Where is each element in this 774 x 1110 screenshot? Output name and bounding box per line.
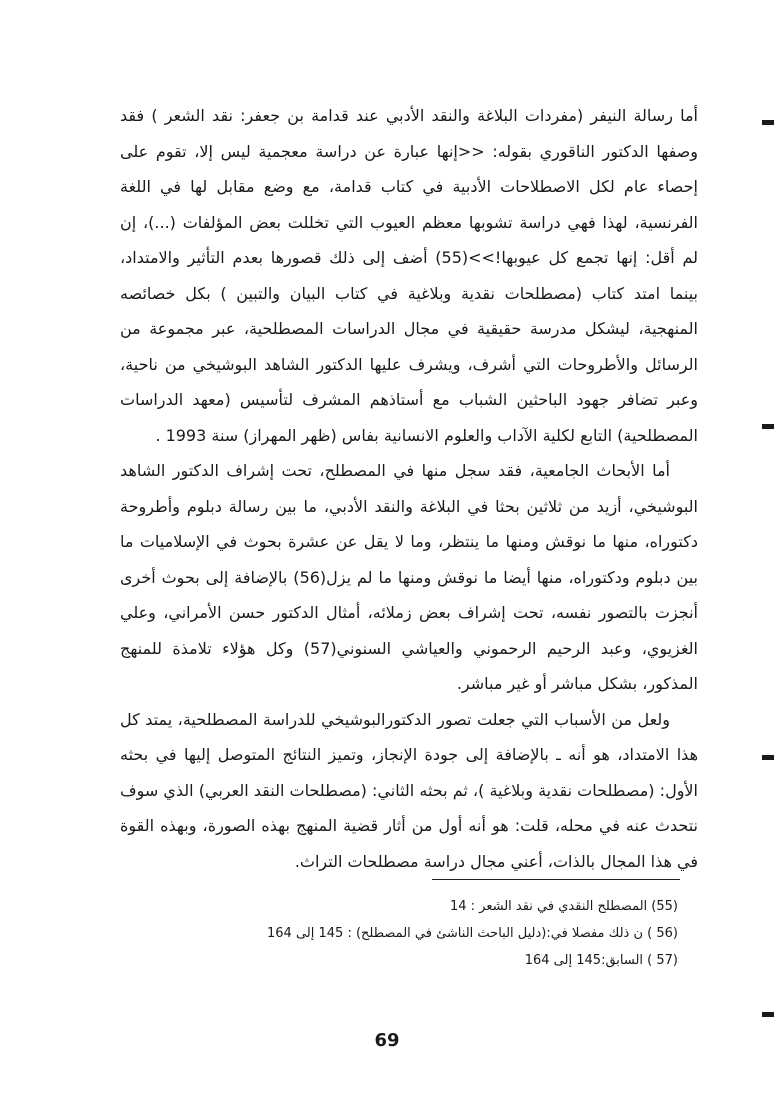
paragraph-2: أما الأبحاث الجامعية، فقد سجل منها في المصطلح، تحت إشراف الدكتور الشاهد البوشيخي، أزيد من ثلاثين بحثا في البلاغة والنقد الأدبي، ما بين رسالة دبلوم وأطروحة دكتوراه، منها ما نوقش ومنها ما ينتظر، وما لا يقل عن عشرة بحوث في الإسلاميات ما بين دبلوم ودكتوراه، منها أيضا ما نوقش ومنها ما لم يزل(56) بالإضافة إلى بحوث أخرى أنجزت بالتصور نفسه، تحت إشراف بعض زملائه، أمثال الدكتور حسن الأمراني، وعلي الغزيوي، وعبد الرحيم الرحموني والعياشي السنوني(57) وكل هؤلاء تلامذة للمنهج المذكور، بشكل مباشر أو غير مباشر. [120,461,698,693]
footnote-separator [432,879,680,880]
footnotes [200,893,678,974]
scan-edge-mark-lower [762,755,774,760]
body-text [120,98,698,879]
footnote-57: (57 ) السابق:145 إلى 164 [524,953,678,968]
paragraph-1: أما رسالة النيفر (مفردات البلاغة والنقد الأدبي عند قدامة بن جعفر: نقد الشعر ) فقد وصفها الدكتور الناقوري بقوله: <<إنها عبارة عن دراسة معجمية ليس إلا، تقوم على إحصاء عام لكل الاصطلاحات الأدبية في كتاب قدامة، مع وضع مقابل لها في اللغة الفرنسية، لهذا فهي دراسة تشوبها معظم العيوب التي تخللت بعض المؤلفات (...)، إن لم أقل: إنها تجمع كل عيوبها!>>(55) أضف إلى ذلك قصورها بعدم التأثير والامتداد، بينما امتد كتاب (مصطلحات نقدية وبلاغية في كتاب البيان والتبين ) بكل خصائصه المنهجية، ليشكل مدرسة حقيقية في مجال الدراسات المصطلحية، عبر مجموعة من الرسائل والأطروحات التي أشرف، ويشرف عليها الدكتور الشاهد البوشيخي من ناحية، وعبر تضافر جهود الباحثين الشباب مع أستاذهم المشرف لتأسيس (معهد الدراسات المصطلحية) التابع لكلية الآداب والعلوم الانسانية بفاس (ظهر المهراز) سنة 1993 . [120,106,699,445]
scan-edge-mark-top [762,120,774,125]
footnote-55: (55) المصطلح النقدي في نقد الشعر : 14 [449,899,678,914]
paragraph-3: ولعل من الأسباب التي جعلت تصور الدكتورالبوشيخي للدراسة المصطلحية، يمتد كل هذا الامتداد، هو أنه ـ بالإضافة إلى جودة الإنجاز، وتميز النتائج المتوصل إليها في بحثه الأول: (مصطلحات نقدية وبلاغية )، ثم بحثه الثاني: (مصطلحات النقد العربي) الذي سوف نتحدث عنه في محله، قلت: هو أنه أول من أثار قضية المنهج بهذه الصورة، وبهذه القوة في هذا المجال بالذات، أعني مجال دراسة مصطلحات التراث. [120,709,698,871]
scan-edge-mark-middle [762,424,774,429]
page-number: 69 [374,1030,400,1051]
footnote-56: (56 ) ن ذلك مفصلا في:(دليل الباحث الناشئ في المصطلح) : 145 إلى 164 [266,926,678,941]
scan-edge-mark-bottom [762,1012,774,1017]
